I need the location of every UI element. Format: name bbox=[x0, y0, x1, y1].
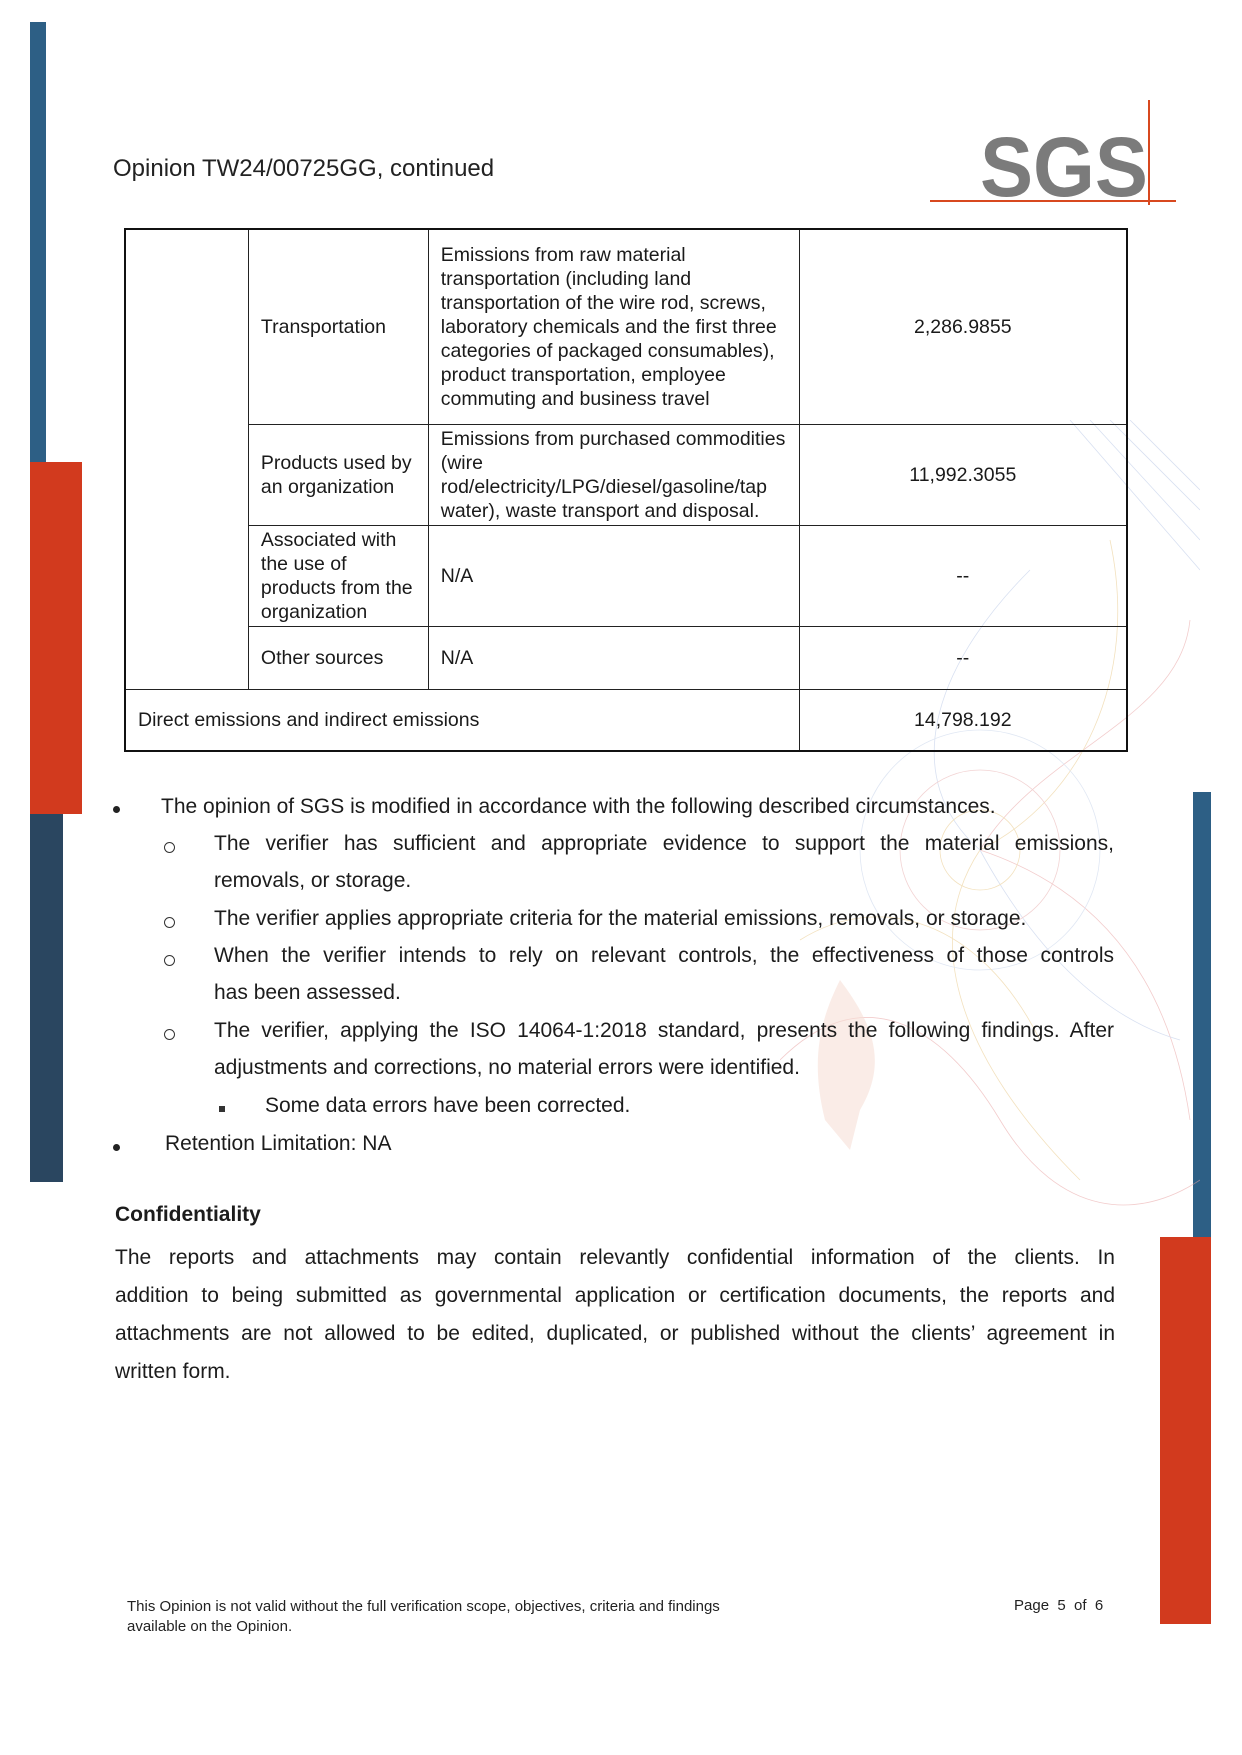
bullet-sub3-line1: When the verifier intends to rely on relevant controls, the effectiveness of those controls bbox=[214, 944, 1114, 967]
emissions-table bbox=[124, 228, 1128, 752]
table-row bbox=[125, 229, 1127, 424]
footer-note bbox=[127, 1597, 827, 1637]
total-value: 14,798.192 bbox=[799, 689, 1127, 751]
bullet-sub2: The verifier applies appropriate criteria for the material emissions, removals, or storage. bbox=[214, 907, 1027, 930]
bullet-square bbox=[219, 1106, 225, 1112]
bullet-opinion: The opinion of SGS is modified in accordance with the following described circumstances. bbox=[161, 795, 996, 818]
left-navy-stripe bbox=[30, 814, 63, 1182]
sgs-logo bbox=[930, 100, 1176, 205]
confidentiality-line: written form. bbox=[115, 1360, 231, 1383]
table-row bbox=[125, 626, 1127, 689]
right-red-stripe bbox=[1160, 1237, 1211, 1624]
total-label: Direct emissions and indirect emissions bbox=[125, 689, 799, 751]
table-row bbox=[125, 424, 1127, 525]
empty-category-cell bbox=[125, 229, 248, 689]
confidentiality-heading: Confidentiality bbox=[115, 1203, 261, 1226]
table-cell-category: Associated with the use of products from the organization bbox=[248, 525, 428, 626]
table-cell-category: Transportation bbox=[248, 229, 428, 424]
table-cell-value: -- bbox=[799, 525, 1127, 626]
bullet-sub1-line2: removals, or storage. bbox=[214, 869, 412, 892]
bullet-sub4-line1: The verifier, applying the ISO 14064-1:2018 standard, presents the following findings. After bbox=[214, 1019, 1114, 1042]
bullet-sub3-line2: has been assessed. bbox=[214, 981, 401, 1004]
confidentiality-line: The reports and attachments may contain relevantly confidential information of the clients. In bbox=[115, 1246, 1115, 1269]
bullet-sub4-line2: adjustments and corrections, no material errors were identified. bbox=[214, 1056, 800, 1079]
bullet-circle bbox=[164, 842, 175, 853]
footer-note-line: available on the Opinion. bbox=[127, 1618, 293, 1635]
table-row bbox=[125, 525, 1127, 626]
table-cell-description: Emissions from purchased commodities (wire rod/electricity/LPG/diesel/gasoline/tap water), waste transport and disposal. bbox=[428, 424, 799, 525]
bullet-circle bbox=[164, 917, 175, 928]
page-number: Page 5 of 6 bbox=[1014, 1597, 1104, 1614]
table-cell-value: 2,286.9855 bbox=[799, 229, 1127, 424]
bullet-dot bbox=[113, 806, 120, 813]
table-cell-category: Products used by an organization bbox=[248, 424, 428, 525]
footer-note-line: This Opinion is not valid without the full verification scope, objectives, criteria and findings bbox=[127, 1598, 720, 1615]
left-red-stripe bbox=[30, 462, 82, 814]
confidentiality-line: addition to being submitted as governmental application or certification documents, the reports and bbox=[115, 1284, 1115, 1307]
table-cell-description: Emissions from raw material transportation (including land transportation of the wire rod, screws, laboratory chemicals and the first three categories of packaged consumables), product transportation, employee commuting and business travel bbox=[428, 229, 799, 424]
bullet-subsub1: Some data errors have been corrected. bbox=[265, 1094, 631, 1117]
table-cell-description: N/A bbox=[428, 626, 799, 689]
table-cell-value: 11,992.3055 bbox=[799, 424, 1127, 525]
sgs-logo-text: SGS bbox=[980, 120, 1148, 205]
bullet-sub1-line1: The verifier has sufficient and appropriate evidence to support the material emissions, bbox=[214, 832, 1114, 855]
table-cell-description: N/A bbox=[428, 525, 799, 626]
bullet-dot bbox=[113, 1144, 120, 1151]
bullet-retention: Retention Limitation: NA bbox=[165, 1132, 392, 1155]
table-cell-category: Other sources bbox=[248, 626, 428, 689]
bullet-circle bbox=[164, 955, 175, 966]
table-cell-value: -- bbox=[799, 626, 1127, 689]
table-total-row bbox=[125, 689, 1127, 751]
confidentiality-line: attachments are not allowed to be edited, duplicated, or published without the clients’ agreement in bbox=[115, 1322, 1115, 1345]
confidentiality-paragraph bbox=[115, 1239, 1115, 1391]
bullet-circle bbox=[164, 1029, 175, 1040]
page-title: Opinion TW24/00725GG, continued bbox=[113, 155, 495, 182]
left-blue-stripe bbox=[30, 22, 46, 462]
